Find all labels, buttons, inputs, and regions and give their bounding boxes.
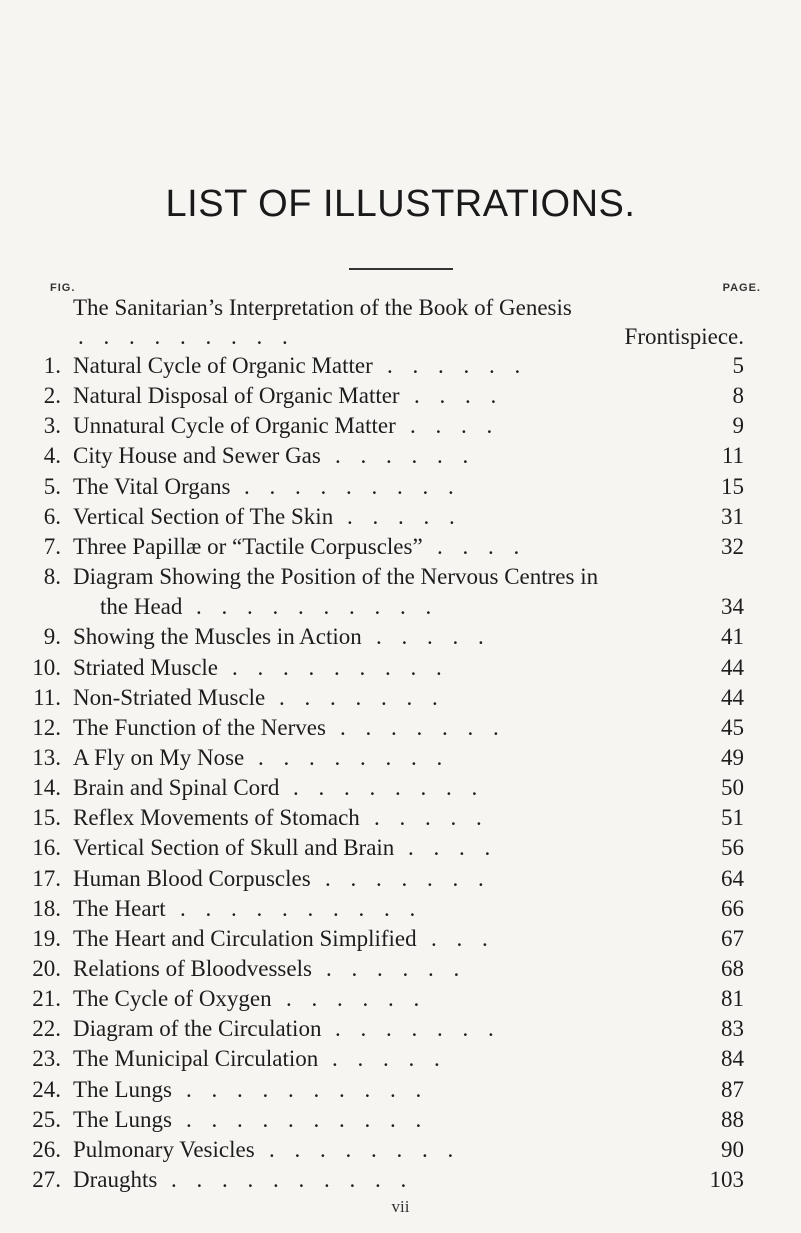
page-ref: 87 <box>721 1076 744 1102</box>
list-item <box>0 411 801 440</box>
list-item <box>0 713 801 742</box>
figure-number: 16. <box>32 835 61 861</box>
illustration-title: Natural Disposal of Organic Matter <box>73 383 400 409</box>
figure-number: 27. <box>32 1167 61 1193</box>
title-rule <box>349 268 453 270</box>
page-ref: 67 <box>721 925 744 951</box>
list-item <box>0 924 801 953</box>
page-column-header: PAGE. <box>722 282 761 294</box>
illustration-title: Showing the Muscles in Action <box>73 624 362 650</box>
figure-number: 10. <box>32 654 61 680</box>
page-ref: 83 <box>721 1016 744 1042</box>
list-item <box>0 954 801 983</box>
list-item <box>0 653 801 682</box>
leader-dots: . . . . . . . . . . <box>180 895 423 921</box>
leader-dots: . . . . . <box>376 624 491 650</box>
page-ref: 45 <box>721 714 744 740</box>
page-ref: 8 <box>732 383 744 409</box>
leader-dots: . . . . . <box>374 805 489 831</box>
illustration-title: The Heart and Circulation Simplified <box>73 925 417 951</box>
illustration-title: Pulmonary Vesicles <box>73 1136 255 1162</box>
figure-number: 20. <box>32 956 61 981</box>
page-ref: 84 <box>721 1046 744 1072</box>
figure-number: 23. <box>32 1046 61 1072</box>
list-item <box>0 833 801 862</box>
page-ref: 66 <box>721 895 744 921</box>
frontispiece-leader-dots: . . . . . . . . . <box>78 324 295 349</box>
figure-number: 2. <box>43 383 61 409</box>
leader-dots: . . . . . . . <box>325 865 491 891</box>
leader-dots: . . . . . <box>332 1046 447 1072</box>
leader-dots: . . . . <box>408 835 498 861</box>
figure-number: 5. <box>43 473 61 499</box>
figure-number: 14. <box>32 775 61 801</box>
illustration-title: A Fly on My Nose <box>73 744 245 770</box>
illustration-title: The Lungs <box>73 1106 173 1132</box>
frontispiece-page-line <box>0 322 801 351</box>
figure-number: 12. <box>32 714 61 740</box>
illustration-title: The Heart <box>73 895 166 921</box>
list-item <box>0 1165 801 1194</box>
leader-dots: . . . . . . . . . <box>232 654 449 680</box>
leader-dots: . . . . . . <box>286 986 427 1012</box>
figure-number: 7. <box>43 533 61 559</box>
illustration-title: The Cycle of Oxygen <box>73 986 272 1012</box>
illustration-title: Three Papillæ or “Tactile Corpuscles” <box>73 533 423 559</box>
leader-dots: . . . . . . <box>335 443 476 469</box>
leader-dots: . . . . . . . . . . <box>186 1076 429 1102</box>
figure-number: 18. <box>32 895 61 921</box>
leader-dots: . . . . <box>414 383 504 409</box>
list-item <box>0 351 801 380</box>
list-item <box>0 683 801 712</box>
page-ref: 31 <box>721 503 744 529</box>
illustration-title: Draughts <box>73 1167 158 1193</box>
list-item-continuation <box>0 592 801 621</box>
leader-dots: . . . . . . . . . <box>244 473 461 499</box>
page-ref: 64 <box>721 865 744 891</box>
list-item <box>0 622 801 651</box>
page-ref: 32 <box>721 533 744 559</box>
figure-number: 6. <box>43 503 61 529</box>
page-ref: 34 <box>721 594 744 620</box>
leader-dots: . . . . . . . . <box>258 744 450 770</box>
illustration-title: Striated Muscle <box>73 654 218 680</box>
page-ref: 50 <box>721 775 744 801</box>
list-item <box>0 1075 801 1104</box>
page-ref: 103 <box>709 1167 744 1193</box>
page-ref: 68 <box>721 956 744 981</box>
leader-dots: . . . . . . . <box>279 684 445 710</box>
leader-dots: . . . . . . . <box>340 714 506 740</box>
leader-dots: . . . . <box>410 413 500 439</box>
page-title: LIST OF ILLUSTRATIONS. <box>165 183 636 225</box>
figure-number: 25. <box>32 1106 61 1132</box>
page-ref: 49 <box>721 744 744 770</box>
leader-dots: . . . . <box>437 533 527 559</box>
leader-dots: . . . . . . . . <box>269 1136 461 1162</box>
frontispiece-title-line <box>0 293 801 322</box>
figure-number: 4. <box>43 443 61 469</box>
page-number: vii <box>391 1197 410 1216</box>
list-item <box>0 1014 801 1043</box>
page-ref: 81 <box>721 986 744 1012</box>
list-item <box>0 472 801 501</box>
leader-dots: . . . . . . . . . . <box>186 1106 429 1132</box>
list-item <box>0 803 801 832</box>
figure-number: 1. <box>43 353 61 378</box>
figure-number: 17. <box>32 865 61 891</box>
figure-number: 21. <box>32 986 61 1012</box>
figure-number: 24. <box>32 1076 61 1102</box>
illustration-title: Vertical Section of Skull and Brain <box>73 835 395 861</box>
illustration-title: Diagram Showing the Position of the Nervous Centres in <box>73 564 599 590</box>
illustration-title: Human Blood Corpuscles <box>73 865 311 891</box>
figure-number: 3. <box>43 413 61 439</box>
list-item <box>0 894 801 923</box>
list-item <box>0 441 801 470</box>
leader-dots: . . . . . . . . . . <box>171 1167 414 1193</box>
figure-number: 22. <box>32 1016 61 1042</box>
list-item <box>0 381 801 410</box>
figure-number: 11. <box>33 684 61 710</box>
figure-number: 13. <box>32 744 61 770</box>
leader-dots: . . . <box>431 925 495 951</box>
illustration-title-cont: the Head <box>100 594 183 620</box>
list-item <box>0 1135 801 1164</box>
figure-number: 19. <box>32 925 61 951</box>
illustration-title: Unnatural Cycle of Organic Matter <box>73 413 396 439</box>
page-ref: 44 <box>721 654 744 680</box>
leader-dots: . . . . . . . . <box>293 775 485 801</box>
page-ref: 9 <box>732 413 744 439</box>
illustration-title: The Lungs <box>73 1076 173 1102</box>
figure-number: 9. <box>43 624 61 650</box>
page-ref: 44 <box>721 684 744 710</box>
page-ref: 90 <box>721 1136 744 1162</box>
page-ref: 41 <box>721 624 744 650</box>
page-ref: 11 <box>721 443 744 469</box>
list-item <box>0 1105 801 1134</box>
illustration-title: The Municipal Circulation <box>73 1046 319 1072</box>
list-item <box>0 984 801 1013</box>
illustration-title: Relations of Bloodvessels <box>73 956 312 981</box>
list-item <box>0 562 801 591</box>
illustration-title: Brain and Spinal Cord <box>73 775 280 801</box>
list-item <box>0 1044 801 1073</box>
illustration-title: The Function of the Nerves <box>73 714 326 740</box>
illustration-title: City House and Sewer Gas <box>73 443 321 469</box>
figure-number: 15. <box>32 805 61 831</box>
leader-dots: . . . . . . . . . . <box>196 594 439 620</box>
leader-dots: . . . . . . <box>387 353 528 378</box>
list-item <box>0 532 801 561</box>
frontispiece-title: The Sanitarian’s Interpretation of the Book of Genesis <box>73 295 572 320</box>
illustration-title: Non-Striated Muscle <box>73 684 266 710</box>
page-ref: 88 <box>721 1106 744 1132</box>
list-item <box>0 502 801 531</box>
list-item <box>0 864 801 893</box>
leader-dots: . . . . . <box>347 503 462 529</box>
page-ref: 15 <box>721 473 744 499</box>
illustration-title: Natural Cycle of Organic Matter <box>73 353 373 378</box>
figure-number: 8. <box>43 564 61 590</box>
illustration-title: Diagram of the Circulation <box>73 1016 322 1042</box>
figure-number: 26. <box>32 1136 61 1162</box>
leader-dots: . . . . . . <box>326 956 467 981</box>
frontispiece-page: Frontispiece. <box>624 324 744 349</box>
fig-column-header: FIG. <box>50 282 76 294</box>
page-ref: 5 <box>732 353 744 378</box>
list-item <box>0 743 801 772</box>
illustration-title: The Vital Organs <box>73 473 231 499</box>
page-ref: 56 <box>721 835 744 861</box>
leader-dots: . . . . . . . <box>335 1016 501 1042</box>
illustration-title: Vertical Section of The Skin <box>73 503 334 529</box>
page-ref: 51 <box>721 805 744 831</box>
list-item <box>0 773 801 802</box>
illustration-title: Reflex Movements of Stomach <box>73 805 360 831</box>
